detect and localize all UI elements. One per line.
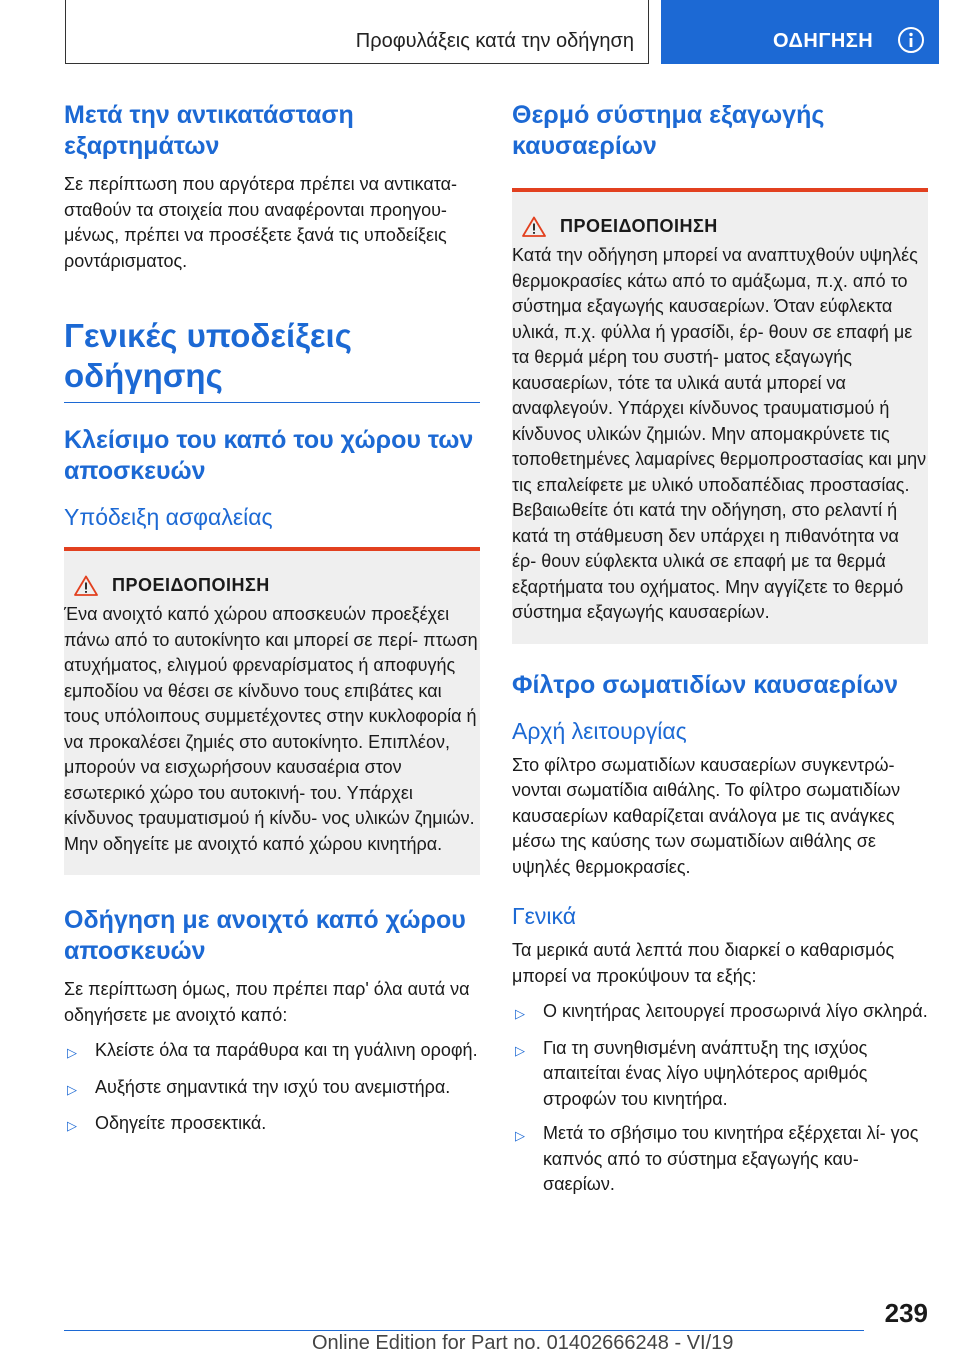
- paragraph-operating-principle: Στο φίλτρο σωματιδίων καυσαερίων συγκεντρώ- νονται σωματίδια αιθάλης. Το φίλτρο σωματιδίων καυσαερίων καθαρίζεται ανάλογα με τις ανάγκες μέσω της καύσης των σωματιδίων αιθάλης σε υψηλές θερμοκρασίες.: [512, 754, 901, 877]
- paragraph-general: Τα μερικά αυτά λεπτά που διαρκεί ο καθαρισμός μπορεί να προκύψουν τα εξής:: [512, 940, 895, 986]
- bullet-triangle-icon: ▷: [67, 1081, 77, 1097]
- right-column: [512, 100, 928, 1207]
- bullet-triangle-icon: ▷: [67, 1045, 77, 1060]
- list-item: ▷ Μετά το σβήσιμο του κινητήρα εξέρχεται λί- γος καπνός από το σύστημα εξαγωγής καυ- σαερίων.: [512, 1121, 928, 1198]
- heading-operating-principle: Αρχή λειτουργίας: [512, 717, 687, 744]
- warning-box-trunk: [64, 547, 480, 875]
- warning-box-exhaust: [512, 188, 928, 644]
- info-icon: [897, 26, 925, 54]
- heading-after-replacement: Μετά την αντικατάσταση εξαρτημάτων: [64, 101, 354, 160]
- chapter-header: [65, 0, 649, 64]
- list-open-trunk: [64, 1038, 480, 1139]
- bullet-triangle-icon: ▷: [67, 1118, 77, 1133]
- bullet-triangle-icon: ▷: [515, 1128, 525, 1143]
- list-item: ▷ Κλείστε όλα τα παράθυρα και τη γυάλινη οροφή.: [64, 1038, 480, 1066]
- list-item: ▷ Ο κινητήρας λειτουργεί προσωρινά λίγο σκληρά.: [512, 999, 928, 1027]
- heading-general: Γενικά: [512, 903, 577, 929]
- heading-driving-open-trunk: Οδήγηση με ανοιχτό καπό χώρου αποσκευών: [64, 906, 466, 965]
- heading-particulate-filter: Φίλτρο σωματιδίων καυσαερίων: [512, 670, 899, 699]
- chapter-title: Προφυλάξεις κατά την οδήγηση: [355, 30, 634, 52]
- list-item: ▷ Για τη συνηθισμένη ανάπτυξη της ισχύος απαιτείται ένας λίγο υψηλότερος αριθμός στροφών του κινητήρα.: [512, 1036, 928, 1113]
- heading-trunk-lid: Κλείσιμο του καπό του χώρου των αποσκευών: [64, 426, 474, 485]
- warning-label: ΠΡΟΕΙΔΟΠΟΙΗΣΗ: [112, 575, 270, 595]
- paragraph-driving-open-trunk: Σε περίπτωση όμως, που πρέπει παρ' όλα αυτά να οδηγήσετε με ανοιχτό καπό:: [64, 979, 470, 1025]
- list-item: ▷ Αυξήστε σημαντικά την ισχύ του ανεμιστήρα.: [64, 1075, 480, 1103]
- warning-text: Ένα ανοιχτό καπό χώρου αποσκευών προεξέχει πάνω από το αυτοκίνητο και μπορεί σε περί- πτωση ατυχήματος, ελιγμού φρεναρίσματος ή αποφυγής εμποδίου να θέσει σε κίνδυνο τους επιβάτες και τους υπόλοιπους συμμετέχοντες στην κυκλοφορία ή να προκαλέσει ζημιές στο αυτοκίνητο. Επιπλέον, μπορούν να εισχωρήσουν καυσαέρια στον εσωτερικό χώρο του αυτοκινή- του. Υπάρχει κίνδυνος τραυματισμού ή κίνδυ- νος υλικών ζημιών. Μην οδηγείτε με ανοιχτό καπό χώρου κινητήρα.: [64, 604, 478, 854]
- heading-safety-note: Υπόδειξη ασφαλείας: [64, 504, 273, 530]
- footer-divider: [64, 1330, 864, 1331]
- bullet-triangle-icon: ▷: [515, 1042, 525, 1058]
- bullet-triangle-icon: ▷: [515, 1006, 525, 1021]
- warning-label: ΠΡΟΕΙΔΟΠΟΙΗΣΗ: [560, 216, 718, 236]
- left-column: [64, 100, 480, 1148]
- paragraph-after-replacement: Σε περίπτωση που αργότερα πρέπει να αντικατα- σταθούν τα στοιχεία που αναφέρονται προηγου- μένως, πρέπει να προσέξετε ξανά τις υποδείξεις ροντάρισματος.: [64, 174, 457, 271]
- edition-note: Online Edition for Part no. 01402666248 - VI/19: [312, 1332, 734, 1354]
- section-title: ΟΔΗΓΗΣΗ: [773, 30, 874, 52]
- warning-triangle-icon: [522, 216, 546, 237]
- page-number: 239: [884, 1298, 928, 1328]
- list-item: ▷ Οδηγείτε προσεκτικά.: [64, 1111, 480, 1139]
- heading-hot-exhaust: Θερμό σύστημα εξαγωγής καυσαερίων: [512, 101, 825, 160]
- warning-triangle-icon: [74, 575, 98, 596]
- heading-general-driving-notes: Γενικές υποδείξεις οδήγησης: [64, 316, 480, 403]
- warning-text: Κατά την οδήγηση μπορεί να αναπτυχθούν υψηλές θερμοκρασίες κάτω από το αμάξωμα, π.χ. από το σύστημα εξαγωγής καυσαερίων. Όταν εύφλεκτα υλικά, π.χ. φύλλα ή γρασίδι, έρ- θουν σε επαφή με τα θερμά μέρη του συστή- ματος εξαγωγής καυσαερίων, τότε τα υλικά αυτά μπορεί να αναφλεγούν. Υπάρχει κίνδυνος τραυματισμού ή κίνδυνος υλικών ζημιών. Μην απομακρύνετε τις τοποθετημένες λαμαρίνες θερμοπροστασίας και μην τις επαλείφετε με υλικό υποδαπέδιας προστασίας. Βεβαιωθείτε ότι κατά την οδήγηση, στο ρελαντί ή κατά τη στάθμευση δεν υπάρχει η πιθανότητα να έρ- θουν εύφλεκτα υλικά σε επαφή με τα θερμά εξαρτήματα του οχήματος. Μην αγγίζετε το θερμό σύστημα εξαγωγής καυσαερίων.: [512, 245, 927, 622]
- section-tab[interactable]: [661, 0, 939, 64]
- list-cleaning-effects: [512, 999, 928, 1198]
